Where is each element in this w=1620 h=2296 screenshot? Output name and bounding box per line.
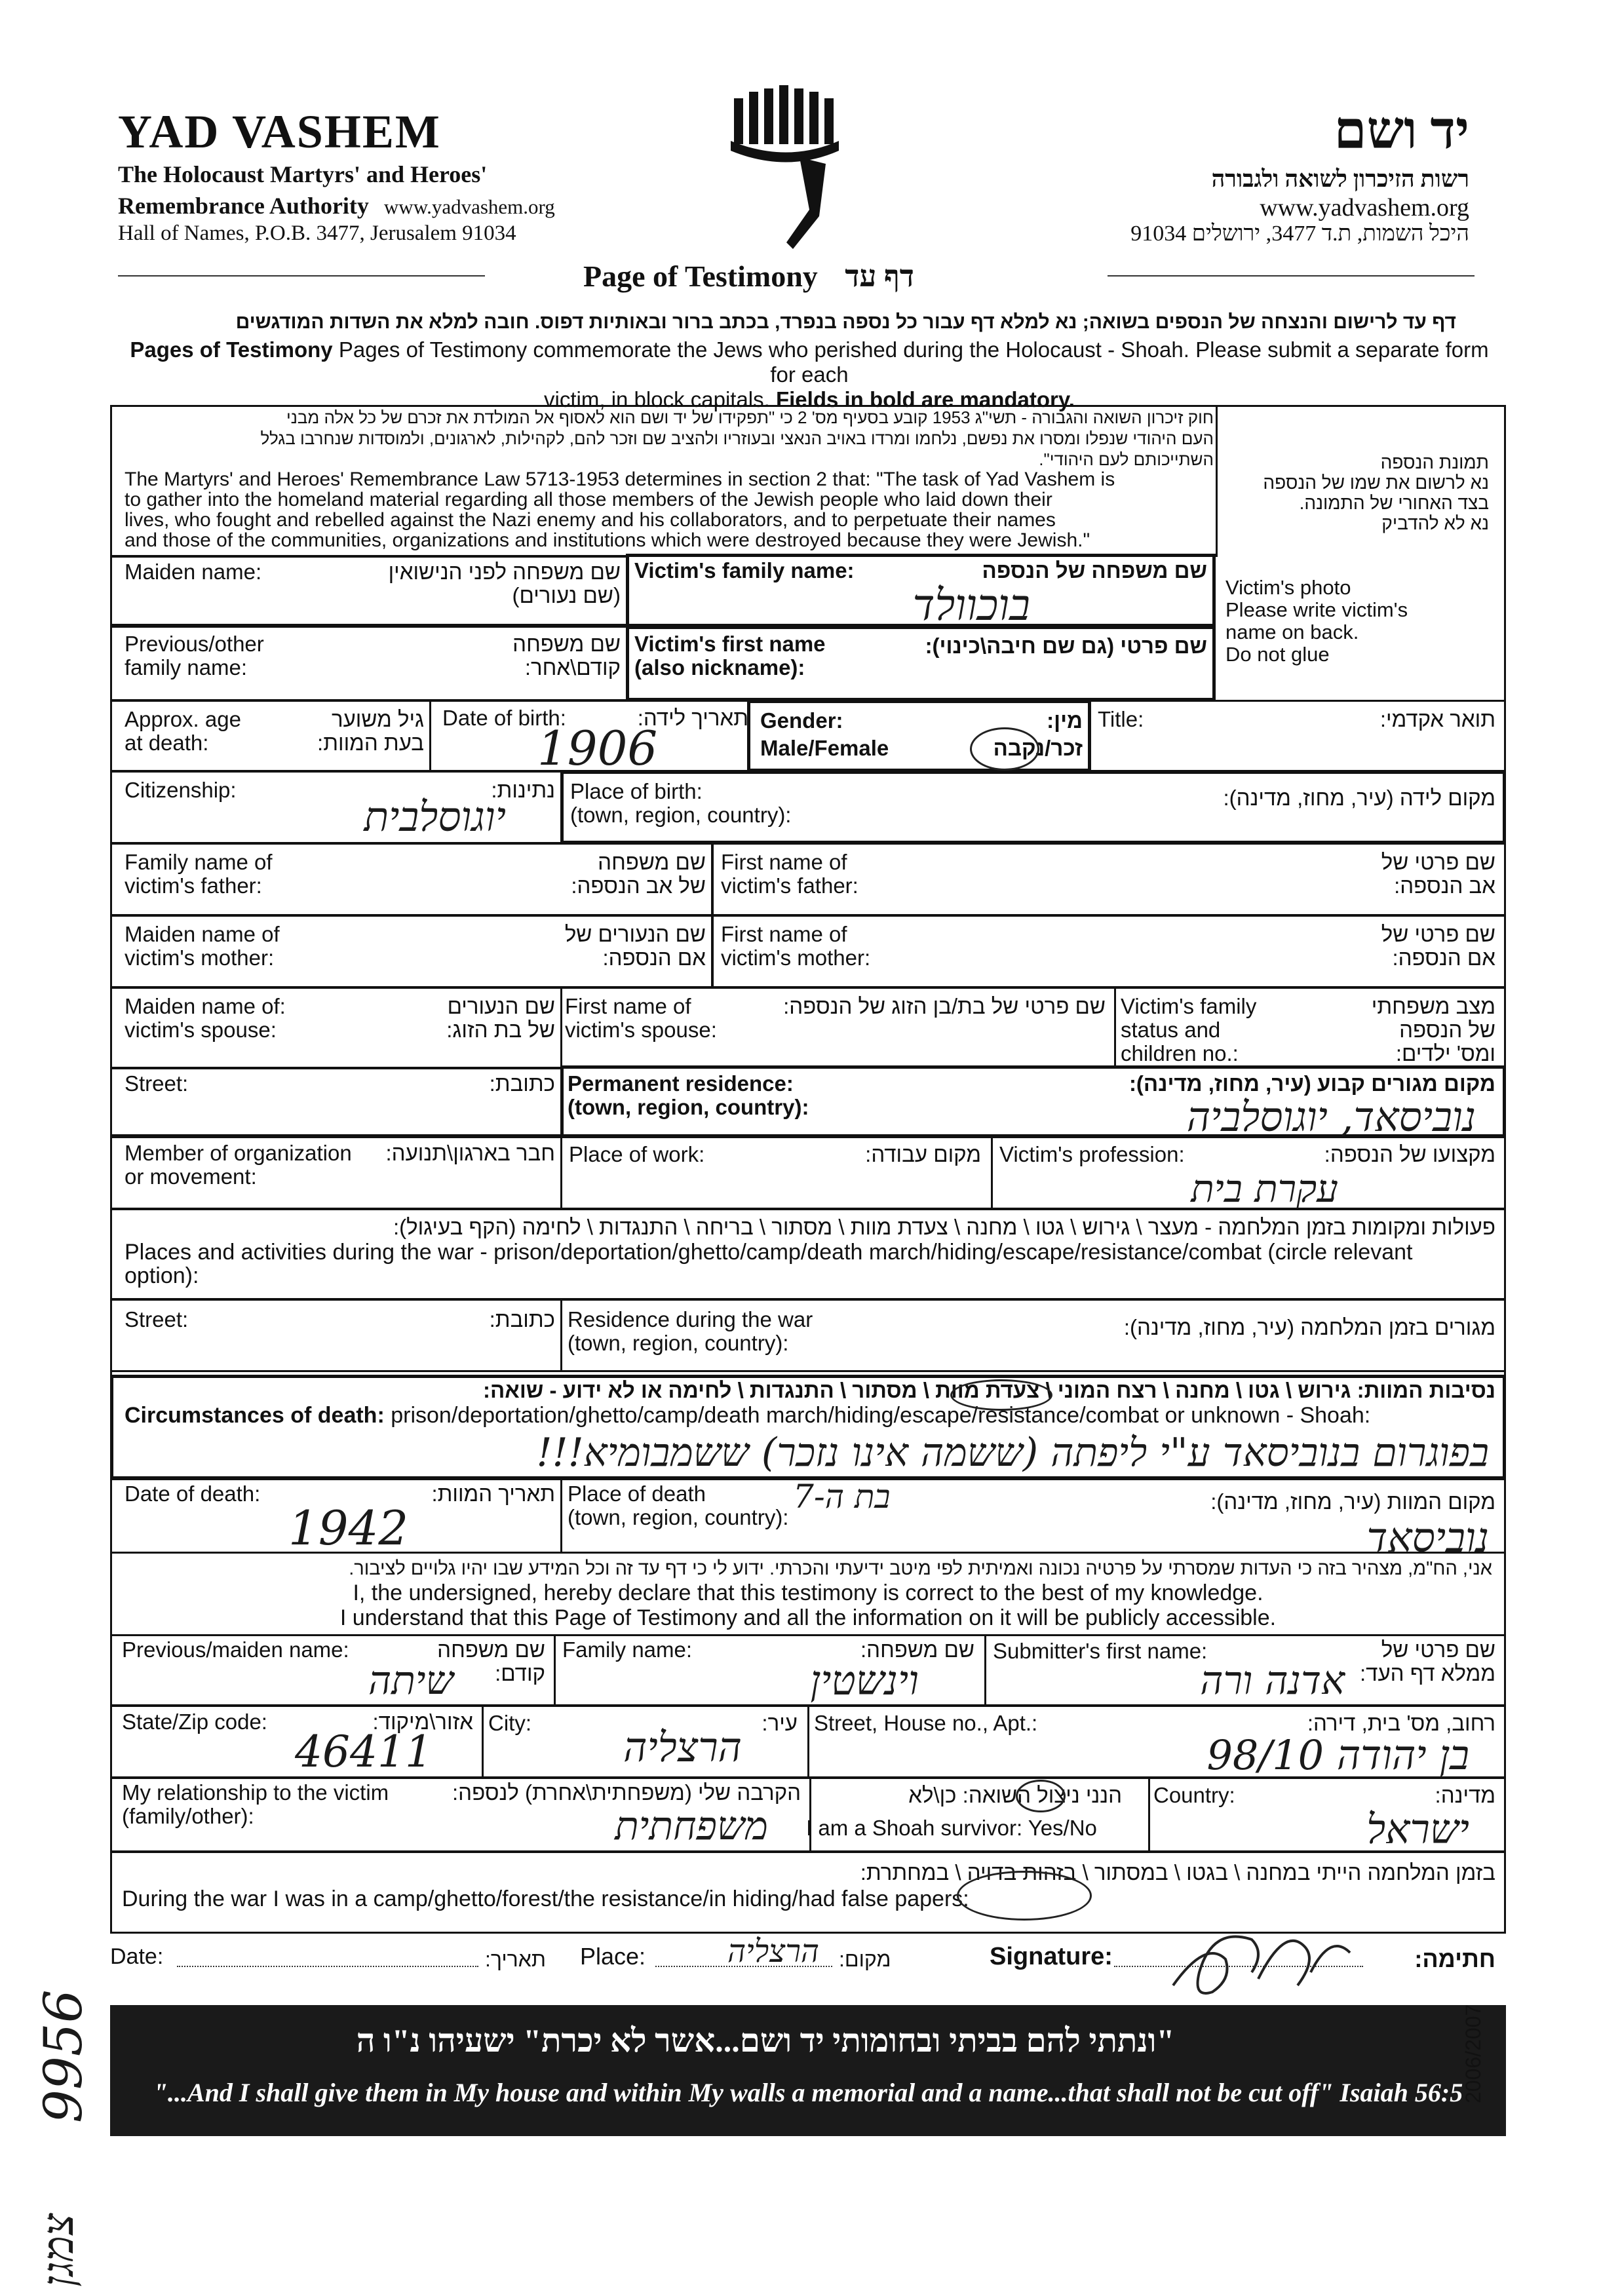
decl-en-2: I understand that this Page of Testimony and all the information on it will be publicly accessible. <box>339 1605 1277 1630</box>
menorah-logo-icon <box>727 85 845 256</box>
place-of-work-label: Place of work: <box>569 1142 705 1166</box>
victim-family-name-value: בוכוולד <box>912 580 1030 630</box>
street-label-he: כתובת: <box>489 1071 555 1096</box>
citizenship-value: יוגוסלבית <box>364 793 506 841</box>
survivor-label-en: I am a Shoah survivor: Yes/No <box>806 1816 1097 1840</box>
ffirst-he-1: שם פרטי של <box>1381 850 1495 874</box>
profession-label-he: מקצועו של הנספה: <box>1324 1142 1495 1166</box>
mother-maiden-label-he <box>565 923 706 970</box>
survivor-label-he: הנני ניצול השואה: כן\לא <box>908 1783 1122 1807</box>
gender-he-2: זכר/נקבה <box>993 736 1083 760</box>
family-status-label <box>1121 995 1256 1065</box>
maiden-name-label-he <box>389 560 621 607</box>
submitter-first-label: Submitter's first name: <box>993 1639 1208 1663</box>
maiden-he-2: (שם נעורים) <box>512 583 621 607</box>
city-value: הרצליה <box>623 1723 742 1771</box>
signature-mark-icon <box>1153 1913 1363 2005</box>
place-label-he: מקום: <box>839 1947 891 1971</box>
spouse-maiden-label <box>125 995 286 1042</box>
intro-en-rest: Pages of Testimony commemorate the Jews who perished during the Holocaust - Shoah. Please submit a separate form for each <box>338 337 1489 387</box>
relationship-label <box>122 1781 389 1828</box>
place-value: הרצליה <box>727 1933 820 1970</box>
intro-he: דף עד לרישום והנצחה של הנספים בשואה; נא למלא דף עבור כל נספה בנפרד, בכתב ברור ובאותיות דפוס. חובה למלא את השדות המודגשים <box>235 311 1456 333</box>
permanent-residence-label <box>568 1072 809 1119</box>
form-title-he: דף עד <box>845 259 914 293</box>
city-label: City: <box>488 1711 531 1735</box>
photo-he-3: בצד האחורי של התמונה. <box>1299 493 1489 513</box>
country-label-he: מדינה: <box>1435 1783 1495 1807</box>
prev-he-2: קודם\אחר: <box>524 655 621 679</box>
declaration-he: אני, הח"מ, מצהיר בזה כי העדות שמסרתי על פרטיה נכונה ואמיתית לפי מיטב ידיעתי והכרתי. ידוע לי כי דף עד זה וכל המידע שבו יהיו גלויים לציבור. <box>349 1558 1492 1579</box>
father-first-label <box>721 851 858 898</box>
age-en-1: Approx. age <box>125 707 241 731</box>
law-he-2: העם היהודי שנפלו ומסרו את נפשם, נלחמו ומרדו באויב הנאצי ובעוזריו ולהציב שם וזכר להם, לקהילות, לארגונים, ולמוסדות שנחרבו בגלל <box>260 429 1214 448</box>
dob-divider <box>429 700 431 772</box>
father-family-label-he <box>571 851 706 898</box>
age-label <box>125 708 241 755</box>
margin-number-vertical: 9956 <box>33 1989 94 2123</box>
website-he: www.yadvashem.org <box>1260 194 1469 221</box>
profession-label: Victim's profession: <box>999 1142 1185 1166</box>
wartime-submitter-en: During the war I was in a camp/ghetto/forest/the resistance/in hiding/had false papers: <box>122 1886 969 1911</box>
prev-en-2: family name: <box>125 655 248 679</box>
org-subtitle-he: רשות הזיכרון לשואה ולגבורה <box>1211 166 1469 192</box>
country-label: Country: <box>1153 1783 1235 1807</box>
place-of-work-label-he: מקום עבודה: <box>865 1142 981 1166</box>
sfirst2-he-2: ממלא דף העד: <box>1359 1661 1495 1685</box>
photo-he-1: תמונת הנספה <box>1380 452 1489 472</box>
title-label: Title: <box>1098 707 1144 731</box>
intro-en <box>121 337 1497 412</box>
war-en-2: option): <box>125 1263 199 1288</box>
sfirst-en-2: victim's spouse: <box>565 1018 717 1042</box>
perm-en-1: Permanent residence: <box>568 1071 794 1096</box>
wartime-street-label: Street: <box>125 1307 189 1331</box>
signature-label-he: חתימה: <box>1414 1945 1495 1972</box>
status-he-3: ומס' ילדים: <box>1395 1041 1495 1065</box>
submitter-first-value: אדנה ורה <box>1200 1658 1345 1704</box>
law-he-1: חוק זיכרון השואה והגבורה - תשי"ג 1953 קובע בסעיף מס' 2 כי "תפקידו של יד ושם הוא לאסוף אל המולדת את זכרם של כל אלה מבני <box>286 408 1214 427</box>
wres-en-1: Residence during the war <box>568 1307 813 1331</box>
signature-label: Signature: <box>990 1943 1113 1970</box>
gender-label <box>760 709 889 760</box>
rel-en-1: My relationship to the victim <box>122 1780 389 1805</box>
sprev-he-1: שם משפחה <box>437 1637 545 1662</box>
intro-en-line1 <box>121 337 1497 387</box>
zip-label: State/Zip code: <box>122 1710 267 1734</box>
address-label: Street, House no., Apt.: <box>814 1711 1038 1735</box>
photo-en-1: Victim's photo <box>1225 576 1351 599</box>
place-of-death-label <box>568 1482 788 1529</box>
street-label: Street: <box>125 1071 189 1096</box>
date-label-he: תאריך: <box>485 1947 546 1971</box>
address-label-he: רחוב, מס' בית, דירה: <box>1307 1711 1495 1735</box>
gender-en-2: Male/Female <box>760 736 889 760</box>
ffirst-he-2: אב הנספה: <box>1394 873 1495 898</box>
law-en-3: lives, who fought and rebelled against the Nazi enemy and his collaborators, and to perpetuate their names <box>125 509 1056 531</box>
age-he-1: גיל משוער <box>331 707 424 731</box>
submitter-family-label-he: שם משפחה: <box>860 1637 974 1662</box>
family-status-label-he <box>1372 995 1495 1065</box>
website-en: www.yadvashem.org <box>383 195 555 218</box>
ffam-en-2: victim's father: <box>125 873 262 898</box>
circumstances-label-he: נסיבות המוות: גירוש \ גטו \ מחנה \ רצח המוני \ צעדת מוות \ מסתור \ התנגדות \ לחימה או לא ידוע - שואה: <box>483 1378 1495 1402</box>
sprev-he-2: קודם: <box>495 1661 545 1685</box>
relationship-label-he: הקרבה שלי (משפחתית\אחרת) לנספה: <box>452 1780 801 1805</box>
address-he: היכל השמות, ת.ד 3477, ירושלים 91034 <box>1130 221 1469 246</box>
mother-first-label-he <box>1381 923 1495 970</box>
mother-first-label <box>721 923 870 970</box>
zip-value: 46411 <box>295 1727 433 1777</box>
circ-en-bold: Circumstances of death: <box>125 1403 385 1428</box>
submitter-first-label-he <box>1360 1638 1495 1685</box>
victim-first-name-label-he: שם פרטי (גם שם חיבה\כינוי): <box>925 634 1207 658</box>
place-of-death-label-he: מקום המוות (עיר, מחוז, מדינה): <box>1210 1489 1495 1514</box>
age-label-he <box>317 708 424 755</box>
ffam-en-1: Family name of <box>125 850 273 874</box>
organization-label <box>125 1141 352 1189</box>
previous-name-label <box>125 632 264 679</box>
org-en-2: or movement: <box>125 1164 257 1189</box>
perm-en-2: (town, region, country): <box>568 1095 809 1119</box>
intro-mandatory: Fields in bold are mandatory. <box>775 387 1075 411</box>
org-subtitle-en-1: The Holocaust Martyrs' and Heroes' <box>118 161 488 187</box>
footer-quote-en: "...And I shall give them in My house and within My walls a memorial and a name...that shall not be cut off" Isaiah 56:5 <box>153 2078 1463 2107</box>
law-en <box>125 469 1212 550</box>
ffam-he-2: של אב הנספה: <box>571 873 706 898</box>
submitter-prev-label: Previous/maiden name: <box>122 1637 349 1662</box>
margin-hebrew-vertical: צמגן <box>33 2213 83 2287</box>
citizenship-label-he: נתינות: <box>491 778 555 802</box>
age-en-2: at death: <box>125 731 209 755</box>
date-label: Date: <box>110 1944 164 1969</box>
place-of-death-value: נוביסאד <box>1366 1514 1489 1561</box>
maiden-he-1: שם משפחה לפני הנישואין <box>388 560 621 584</box>
spouse-maiden-label-he <box>446 995 555 1042</box>
maiden-name-label: Maiden name: <box>125 560 262 584</box>
smaid-he-2: של בת הזוג: <box>446 1018 555 1042</box>
law-en-1: The Martyrs' and Heroes' Remembrance Law 5713-1953 determines in section 2 that: "The task of Yad Vashem is <box>125 469 1115 490</box>
wartime-residence-label-he: מגורים בזמן המלחמה (עיר, מחוז, מדינה): <box>1123 1315 1495 1339</box>
pod-en-1: Place of death <box>568 1482 706 1506</box>
place-of-birth-label-he: מקום לידה (עיר, מחוז, מדינה): <box>1223 786 1495 810</box>
photo-instructions-he <box>1227 452 1489 533</box>
pob-en-2: (town, region, country): <box>570 803 792 827</box>
law-en-4: and those of the communities, organizations and institutions which were destroyed because they were Jewish." <box>125 529 1090 551</box>
city-label-he: עיר: <box>762 1711 798 1735</box>
wartime-activities-he: פעולות ומקומות בזמן המלחמה - מעצר \ גירוש \ גטו \ מחנה \ צעדת מוות \ מסתור \ בריחה \ התנגדות \ לחימה (הקף בעיגול): <box>393 1215 1495 1239</box>
wres-en-2: (town, region, country): <box>568 1331 789 1355</box>
photo-he-4: נא לא להדביק <box>1381 513 1489 533</box>
victim-first-name-label <box>634 632 826 679</box>
address-value: בן יהודה 98/10 <box>1206 1731 1469 1779</box>
authority-label: Remembrance Authority <box>118 193 369 219</box>
smaid-en-1: Maiden name of: <box>125 994 286 1018</box>
circumstances-value: בפוגרום בנוביסאד ע"י ליפתה (ששמה אינו נזכר) ששמבומיא!!! <box>536 1430 1489 1476</box>
status-he-1: מצב משפחתי <box>1371 994 1495 1018</box>
mmaid-en-1: Maiden name of <box>125 922 280 946</box>
smaid-en-2: victim's spouse: <box>125 1018 277 1042</box>
permanent-residence-value: נוביסאד, יוגוסלביה <box>1186 1093 1476 1141</box>
header-rule-right <box>1108 275 1475 277</box>
submitter-family-value: וינשטין <box>810 1656 919 1704</box>
ffirst-en-1: First name of <box>721 850 847 874</box>
mmaid-he-2: אם הנספה: <box>602 946 706 970</box>
circ-circle-mark <box>950 1379 1052 1411</box>
wartime-submitter-he: בזמן המלחמה הייתי במחנה \ בגטו \ במסתור \ בזהות בדויה \ במחתרת: <box>860 1860 1495 1885</box>
wartime-street-label-he: כתובת: <box>489 1307 555 1331</box>
circumstances-label-en <box>125 1404 1494 1427</box>
ffam-he-1: שם משפחה <box>598 850 706 874</box>
photo-en-4: Do not glue <box>1225 643 1330 666</box>
org-en-1: Member of organization <box>125 1141 352 1165</box>
place-of-death-note: בת ה-7 <box>793 1478 891 1516</box>
father-first-label-he <box>1381 851 1495 898</box>
date-of-death-label: Date of death: <box>125 1482 261 1506</box>
wartime-activities-en <box>125 1240 1494 1288</box>
mfirst-he-2: אם הנספה: <box>1392 946 1495 970</box>
org-subtitle-en-2 <box>118 192 555 220</box>
pod-en-2: (town, region, country): <box>568 1505 789 1529</box>
mfirst-en-2: victim's mother: <box>721 946 871 970</box>
intro-en2: victim, in block capitals. <box>544 387 770 411</box>
previous-name-label-he <box>512 632 621 679</box>
status-he-2: של הנספה <box>1399 1018 1495 1042</box>
photo-en-2: Please write victim's <box>1225 598 1408 621</box>
submitter-family-label: Family name: <box>562 1637 693 1662</box>
permanent-residence-label-he: מקום מגורים קבוע (עיר, מחוז, מדינה): <box>1128 1071 1495 1096</box>
date-of-death-value: 1942 <box>288 1501 409 1556</box>
smaid-he-1: שם הנעורים <box>447 994 555 1018</box>
false-papers-circle-mark <box>957 1871 1092 1921</box>
mmaid-en-2: victim's mother: <box>125 946 275 970</box>
decl-en-1: I, the undersigned, hereby declare that this testimony is correct to the best of my knowledge. <box>353 1580 1263 1605</box>
gender-en-1: Gender: <box>760 708 843 733</box>
organization-label-he: חבר בארגון\תנועה: <box>385 1141 555 1165</box>
first-en-2: (also nickname): <box>634 655 805 679</box>
sfirst2-he-1: שם פרטי של <box>1381 1637 1495 1662</box>
mother-maiden-label <box>125 923 280 970</box>
war-en-1: Places and activities during the war - prison/deportation/ghetto/camp/death march/hiding/escape/resistance/combat (circle relevant <box>125 1240 1413 1265</box>
declaration-en <box>110 1580 1506 1630</box>
pob-en-1: Place of birth: <box>570 779 703 803</box>
place-label: Place: <box>580 1943 646 1970</box>
rel-en-2: (family/other): <box>122 1804 254 1828</box>
form-title <box>583 259 914 294</box>
circ-en-rest: prison/deportation/ghetto/camp/death march/hiding/escape/resistance/combat or unknown - Shoah: <box>391 1403 1371 1428</box>
gender-circle-mark <box>970 727 1039 771</box>
wartime-residence-label <box>568 1308 813 1355</box>
law-he-3: השתייכותם לעם היהודי". <box>1039 450 1214 469</box>
spouse-first-label-he: שם פרטי של בת/בן הזוג של הנספה: <box>783 994 1106 1018</box>
spouse-first-label <box>565 995 717 1042</box>
relationship-value: משפחתית <box>615 1803 768 1849</box>
victim-family-name-label: Victim's family name: <box>634 558 855 583</box>
footer-quote-he: "ונתתי להם בביתי ובחומותי יד ושם...אשר לא יכרת" ישעיהו נ"ו ה <box>356 2022 1175 2059</box>
dob-label-he: תאריך לידה: <box>637 706 748 730</box>
prev-he-1: שם משפחה <box>512 632 621 656</box>
sfirst-en-1: First name of <box>565 994 691 1018</box>
mfirst-en-1: First name of <box>721 922 847 946</box>
survivor-circle-mark <box>1016 1780 1066 1812</box>
father-family-label <box>125 851 273 898</box>
status-en-1: Victim's family <box>1121 994 1257 1018</box>
law-en-2: to gather into the homeland material regarding all those members of the Jewish people who laid down their <box>125 489 1052 510</box>
status-en-3: children no.: <box>1121 1041 1239 1065</box>
citizenship-label: Citizenship: <box>125 778 237 802</box>
dob-value: 1906 <box>537 721 658 776</box>
date-line[interactable] <box>177 1966 478 1967</box>
age-he-2: בעת המוות: <box>317 731 424 755</box>
date-of-death-label-he: תאריך המוות: <box>431 1482 555 1506</box>
yad-vashem-title-en: YAD VASHEM <box>118 105 441 158</box>
victim-family-name-label-he: שם משפחה של הנספה <box>982 558 1207 583</box>
form-code-vertical: 2006/2007 <box>1461 2004 1485 2103</box>
status-en-2: status and <box>1121 1018 1221 1042</box>
prev-en-1: Previous/other <box>125 632 264 656</box>
mmaid-he-1: שם הנעורים של <box>564 922 706 946</box>
address-en: Hall of Names, P.O.B. 3477, Jerusalem 91034 <box>118 221 516 245</box>
submitter-prev-value: שיתה <box>368 1658 453 1704</box>
photo-en-3: name on back. <box>1225 621 1359 643</box>
form-title-en: Page of Testimony <box>583 259 818 293</box>
place-of-birth-label <box>570 780 791 827</box>
zip-label-he: אזור\מיקוד: <box>372 1710 473 1734</box>
photo-he-2: נא לרשום את שמו של הנספה <box>1263 472 1489 493</box>
yad-vashem-title-he: יד ושם <box>1334 102 1469 160</box>
ffirst-en-2: victim's father: <box>721 873 858 898</box>
photo-instructions-en <box>1225 577 1408 666</box>
profession-value: עקרת בית <box>1191 1166 1338 1211</box>
title-label-he: תואר אקדמי: <box>1379 707 1495 731</box>
mfirst-he-1: שם פרטי של <box>1381 922 1495 946</box>
header-rule-left <box>118 275 485 277</box>
first-en-1: Victim's first name <box>634 632 826 656</box>
dob-label: Date of birth: <box>442 706 566 730</box>
country-value: ישראל <box>1366 1805 1469 1853</box>
intro-bold-lead: Pages of Testimony <box>130 337 333 362</box>
gender-he-1: מין: <box>1047 708 1083 733</box>
